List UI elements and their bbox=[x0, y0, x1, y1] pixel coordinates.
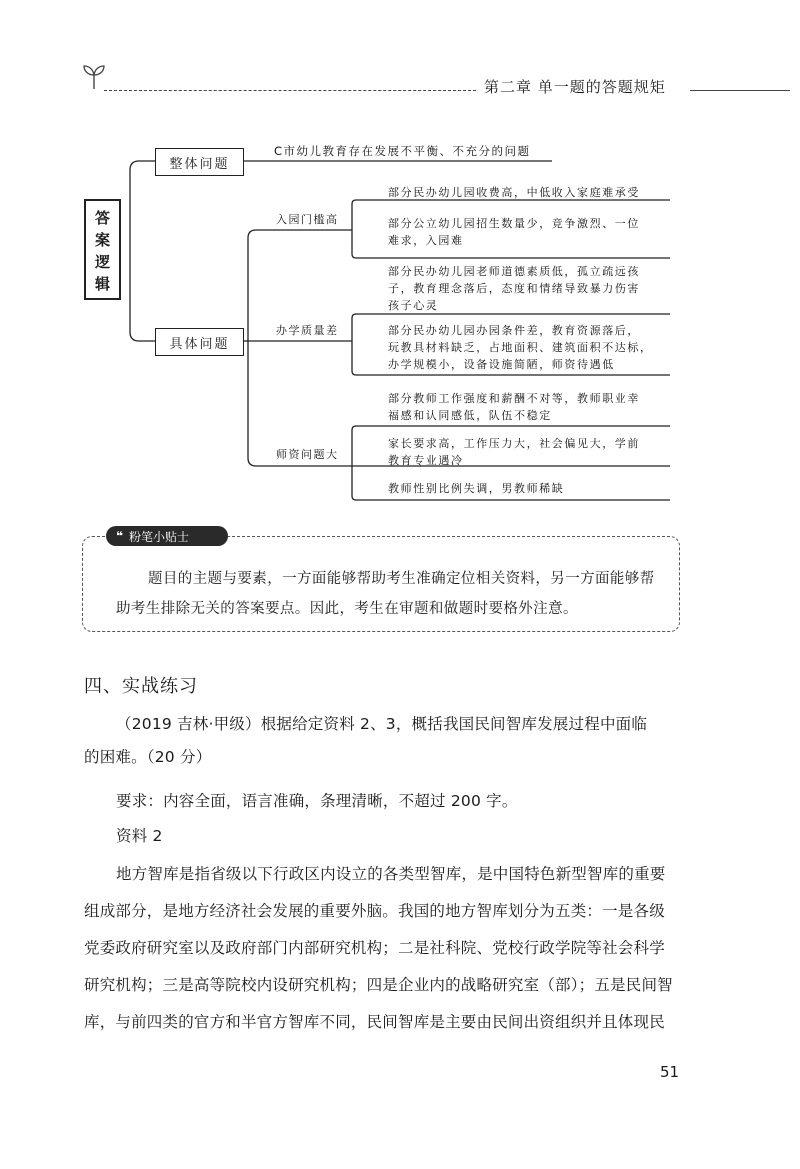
chapter-title: 第二章 单一题的答题规矩 bbox=[484, 78, 666, 96]
quote-icon: ❝ bbox=[116, 529, 124, 543]
material-line: 党委政府研究室以及政府部门内部研究机构；二是社科院、党校行政学院等社会科学 bbox=[84, 939, 665, 957]
answer-logic-root: 答 案 逻 辑 bbox=[84, 199, 121, 300]
material-line: 库，与前四类的官方和半官方智库不同，民间智库是主要由民间出资组织并且体现民 bbox=[84, 1013, 665, 1031]
page-number: 51 bbox=[660, 1063, 680, 1081]
section-title: 四、实战练习 bbox=[84, 676, 198, 697]
question-line: （2019 吉林·甲级）根据给定资料 2、3，概括我国民间智库发展过程中面临 bbox=[116, 715, 648, 733]
material-line: 组成部分，是地方经济社会发展的重要外脑。我国的地方智库划分为五类：一是各级 bbox=[84, 902, 665, 920]
material-line: 研究机构；三是高等院校内设研究机构；四是企业内的战略研究室（部）；五是民间智 bbox=[84, 976, 673, 994]
leaf-item: 教师性别比例失调，男教师稀缺 bbox=[388, 482, 565, 495]
tip-line: 题目的主题与要素，一方面能够帮助考生准确定位相关资料，另一方面能够帮 bbox=[148, 571, 655, 587]
leaf-item: 部分教师工作强度和薪酬不对等，教师职业幸 福感和认同感低，队伍不稳定 bbox=[388, 392, 640, 422]
tip-line: 助考生排除无关的答案要点。因此，考生在审题和做题时要格外注意。 bbox=[116, 601, 578, 617]
branch-label-quality: 办学质量差 bbox=[276, 324, 339, 337]
branch-label-teachers: 师资问题大 bbox=[276, 448, 339, 461]
overall-issue-box: 整体问题 bbox=[155, 148, 244, 176]
question-line: 的困难。（20 分） bbox=[84, 748, 212, 766]
leaf-item: 部分公立幼儿园招生数量少，竞争激烈、一位 难求，入园难 bbox=[388, 217, 640, 247]
overall-issue-note: C市幼儿教育存在发展不平衡、不充分的问题 bbox=[274, 144, 531, 158]
material-label: 资料 2 bbox=[116, 827, 163, 845]
requirement-text: 要求：内容全面，语言准确，条理清晰，不超过 200 字。 bbox=[116, 792, 518, 810]
leaf-item: 部分民办幼儿园老师道德素质低，孤立疏远孩 子，教育理念落后，态度和情绪导致暴力伤害 孩子心灵 bbox=[388, 265, 640, 312]
tip-badge bbox=[106, 526, 228, 546]
leaf-item: 部分民办幼儿园收费高，中低收入家庭难承受 bbox=[388, 186, 640, 199]
leaf-item: 部分民办幼儿园办园条件差，教育资源落后， 玩教具材料缺乏，占地面积、建筑面积不达标， 办学规模小，设备设施简陋，师资待遇低 bbox=[388, 324, 653, 371]
tip-badge-label: 粉笔小贴士 bbox=[129, 529, 190, 544]
branch-label-entry-threshold: 入园门槛高 bbox=[276, 213, 339, 226]
material-line: 地方智库是指省级以下行政区内设立的各类型智库，是中国特色新型智库的重要 bbox=[116, 865, 666, 883]
specific-issue-box: 具体问题 bbox=[155, 328, 244, 356]
leaf-item: 家长要求高，工作压力大，社会偏见大，学前 教育专业遇冷 bbox=[388, 437, 640, 467]
